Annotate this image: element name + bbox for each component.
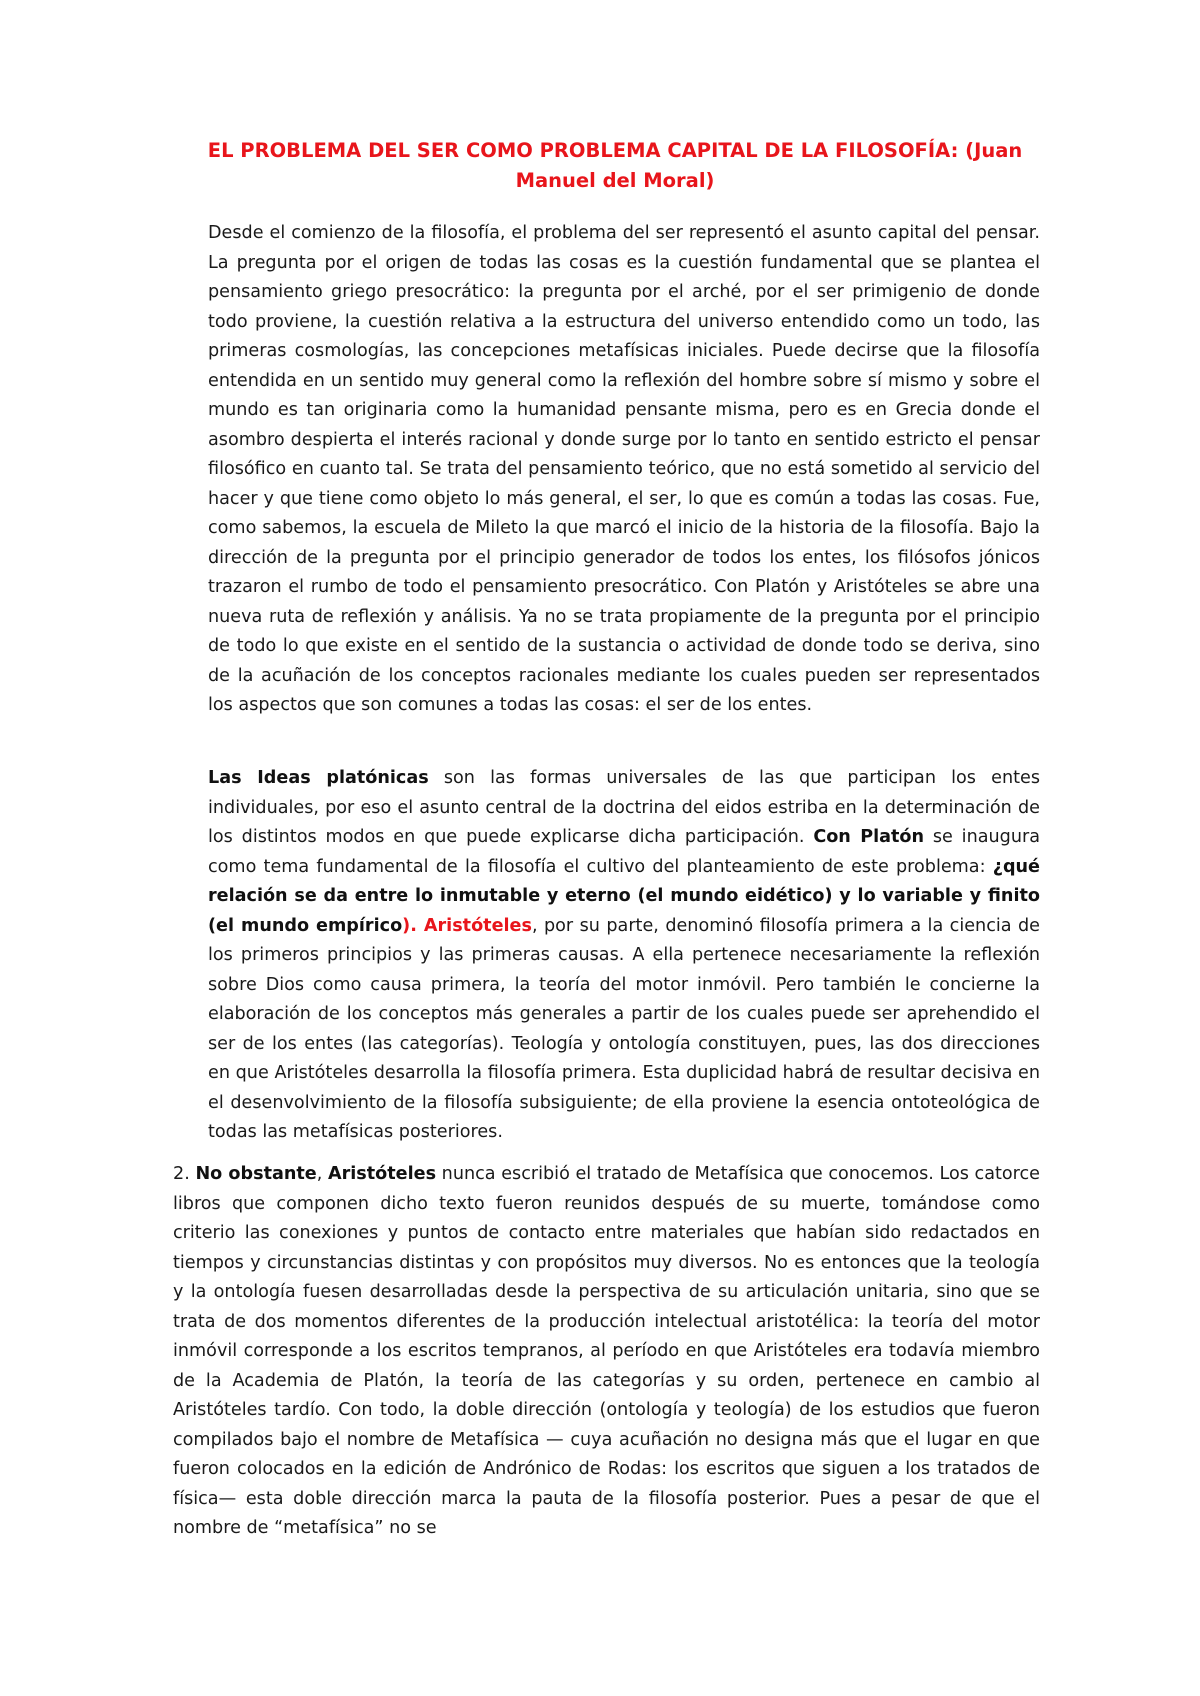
paragraph-text: nunca escribió el tratado de Metafísica que conocemos. Los catorce libros que componen dicho texto fueron reunidos después de su muerte, tomándose como criterio las conexiones y puntos de contacto entre materiales que habían sido redactados en tiempos y circunstancias distintas y con propósitos muy diversos. No es entonces que la teología y la ontología fuesen desarrolladas desde la perspectiva de su articulación unitaria, sino que se trata de dos momentos diferentes de la producción intelectual aristotélica: la teoría del motor inmóvil corresponde a los escritos tempranos, al período en que Aristóteles era todavía miembro de la Academia de Platón, la teoría de las categorías y su orden, pertenece en cambio al Aristóteles tardío. Con todo, la doble dirección (ontología y teología) de los estudios que fueron compilados bajo el nombre de Metafísica — cuya acuñación no designa más que el lugar en que fueron colocados en la edición de Andrónico de Rodas: los escritos que siguen a los tratados de física— esta doble dirección marca la pauta de la filosofía posterior. Pues a pesar de que el nombre de “metafísica” no se	[173, 1164, 1040, 1538]
paragraph-text: , por su parte, denominó filosofía primera a la ciencia de los primeros principios y las primeras causas. A ella pertenece necesariamente la reflexión sobre Dios como causa primera, la teoría del motor inmóvil. Pero también le concierne la elaboración de los conceptos más generales a partir de los cuales puede ser aprehendido el ser de los entes (las categorías). Teología y ontología constituyen, pues, las dos direcciones en que Aristóteles desarrolla la filosofía primera. Esta duplicidad habrá de resultar decisiva en el desenvolvimiento de la filosofía subsiguiente; de ella proviene la esencia ontoteológica de todas las metafísicas posteriores.	[208, 915, 1040, 1142]
bold-phrase-ideas: Las Ideas platónicas	[208, 768, 429, 788]
paragraph-text: son las formas universales de las que participan los entes individuales, por eso el asunto central de la doctrina del eidos estriba en la determinación de los distintos modos en que puede explicarse dicha participación.	[208, 768, 1040, 847]
paragraph-text: ,	[316, 1164, 328, 1184]
paragraph-section-2	[173, 1160, 1040, 1544]
paragraph-ideas	[208, 764, 1040, 1148]
paragraph-text: se inaugura como tema fundamental de la filosofía el cultivo del planteamiento de este problema:	[208, 827, 1040, 877]
section-number: 2.	[173, 1164, 196, 1184]
document-title: EL PROBLEMA DEL SER COMO PROBLEMA CAPITAL DE LA FILOSOFÍA: (Juan Manuel del Moral)	[207, 139, 1023, 192]
red-phrase-aristoteles: ). Aristóteles	[402, 915, 532, 936]
bold-question: ¿qué relación se da entre lo inmutable y eterno (el mundo eidético) y lo variable y finito (el mundo empírico	[208, 856, 1040, 936]
bold-phrase-aristoteles: Aristóteles	[327, 1164, 437, 1184]
bold-phrase-no-obstante: No obstante	[195, 1164, 317, 1184]
paragraph-intro: Desde el comienzo de la filosofía, el problema del ser representó el asunto capital del pensar. La pregunta por el origen de todas las cosas es la cuestión fundamental que se plantea el pensamiento griego presocrático: la pregunta por el arché, por el ser primigenio de donde todo proviene, la cuestión relativa a la estructura del universo entendido como un todo, las primeras cosmologías, las concepciones metafísicas iniciales. Puede decirse que la filosofía entendida en un sentido muy general como la reflexión del hombre sobre sí mismo y sobre el mundo es tan originaria como la humanidad pensante misma, pero es en Grecia donde el asombro despierta el interés racional y donde surge por lo tanto en sentido estricto el pensar filosófico en cuanto tal. Se trata del pensamiento teórico, que no está sometido al servicio del hacer y que tiene como objeto lo más general, el ser, lo que es común a todas las cosas. Fue, como sabemos, la escuela de Mileto la que marcó el inicio de la historia de la filosofía. Bajo la dirección de la pregunta por el principio generador de todos los entes, los filósofos jónicos trazaron el rumbo de todo el pensamiento presocrático. Con Platón y Aristóteles se abre una nueva ruta de reflexión y análisis. Ya no se trata propiamente de la pregunta por el principio de todo lo que existe en el sentido de la sustancia o actividad de donde todo se deriva, sino de la acuñación de los conceptos racionales mediante los cuales pueden ser representados los aspectos que son comunes a todas las cosas: el ser de los entes.	[208, 223, 1040, 715]
bold-phrase-platon: Con Platón	[813, 827, 925, 847]
